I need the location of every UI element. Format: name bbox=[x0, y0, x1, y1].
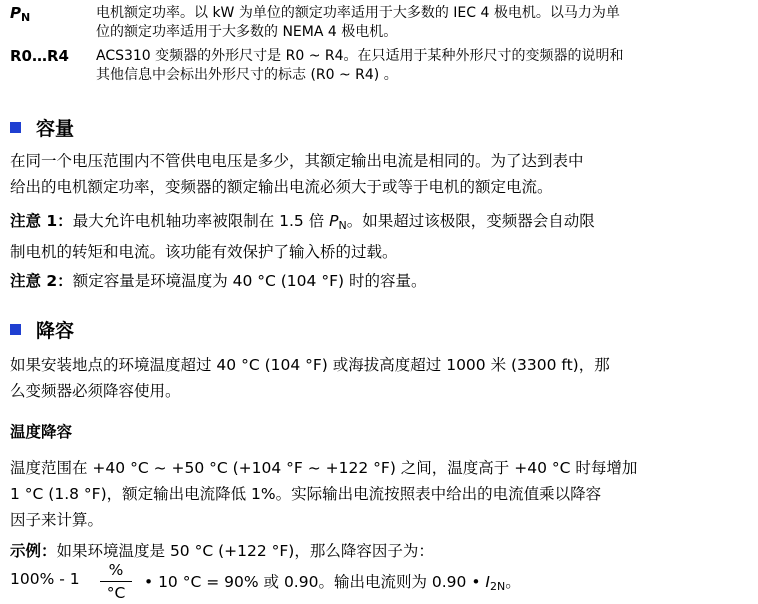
paragraph-line: 1 °C (1.8 °F)，额定输出电流降低 1%。实际输出电流按照表中给出的电流值乘以降容 bbox=[10, 485, 602, 503]
power-subscript: N bbox=[338, 219, 347, 232]
note-text: 额定容量是环境温度为 40 °C (104 °F) 时的容量。 bbox=[72, 272, 427, 290]
formula-prefix: 100% - 1 bbox=[10, 570, 80, 588]
capacity-paragraph bbox=[10, 148, 740, 200]
paragraph-line: 么变频器必须降容使用。 bbox=[10, 382, 181, 400]
paragraph-line: 因子来计算。 bbox=[10, 511, 104, 529]
section-heading-capacity bbox=[10, 114, 74, 141]
formula-rest bbox=[144, 570, 521, 593]
definition-term bbox=[10, 4, 30, 24]
power-symbol: P bbox=[329, 212, 339, 230]
square-bullet-icon bbox=[10, 324, 21, 335]
definition-description bbox=[96, 4, 744, 42]
paragraph-line: 制电机的转矩和电流。该功能有效保护了输入桥的过载。 bbox=[10, 243, 398, 261]
paragraph-line: 在同一个电压范围内不管供电电压是多少，其额定输出电流是相同的。为了达到表中 bbox=[10, 152, 584, 170]
current-subscript: 2N bbox=[489, 580, 506, 593]
section-title: 降容 bbox=[36, 320, 75, 342]
formula-middle: • 10 °C = 90% 或 0.90。输出电流则为 0.90 • bbox=[144, 573, 481, 591]
formula-fraction bbox=[100, 560, 132, 603]
term-subscript: N bbox=[21, 11, 31, 24]
paragraph-line bbox=[10, 208, 740, 239]
note-label: 注意 1： bbox=[10, 212, 73, 230]
paragraph-line: 给出的电机额定功率，变频器的额定输出电流必须大于或等于电机的额定电流。 bbox=[10, 178, 553, 196]
capacity-note-2 bbox=[10, 268, 740, 294]
fraction-numerator: % bbox=[108, 561, 124, 579]
definition-description bbox=[96, 47, 744, 85]
description-line: ACS310 变频器的外形尺寸是 R0 ~ R4。在只适用于某种外形尺寸的变频器的说明和 bbox=[96, 48, 624, 64]
section-heading-derating bbox=[10, 316, 74, 343]
description-line: 其他信息中会标出外形尺寸的标志 (R0 ~ R4) 。 bbox=[96, 67, 398, 83]
example-text: 如果环境温度是 50 °C (+122 °F)，那么降容因子为： bbox=[56, 542, 434, 560]
derating-paragraph bbox=[10, 352, 740, 404]
capacity-note-1 bbox=[10, 208, 740, 265]
formula-suffix: 。 bbox=[505, 573, 521, 591]
fraction-denominator: °C bbox=[106, 584, 126, 602]
temperature-derating-heading: 温度降容 bbox=[10, 423, 73, 441]
section-title: 容量 bbox=[36, 118, 75, 140]
note-text: 。如果超过该极限，变频器会自动限 bbox=[346, 212, 595, 230]
note-label: 注意 2： bbox=[10, 272, 73, 290]
square-bullet-icon bbox=[10, 122, 21, 133]
description-line: 位的额定功率适用于大多数的 NEMA 4 极电机。 bbox=[96, 24, 398, 40]
example-label: 示例： bbox=[10, 542, 57, 560]
definition-term: R0…R4 bbox=[10, 47, 69, 65]
term-symbol: P bbox=[10, 4, 21, 22]
paragraph-line: 如果安装地点的环境温度超过 40 °C (104 °F) 或海拔高度超过 1000 米 (3300 ft)，那 bbox=[10, 356, 610, 374]
current-symbol: I bbox=[485, 573, 490, 591]
fraction-bar bbox=[100, 581, 132, 582]
note-text: 最大允许电机轴功率被限制在 1.5 倍 bbox=[72, 212, 330, 230]
paragraph-line: 温度范围在 +40 °C ~ +50 °C (+104 °F ~ +122 °F) 之间，温度高于 +40 °C 时每增加 bbox=[10, 459, 638, 477]
temperature-derating-paragraph bbox=[10, 455, 740, 533]
description-line: 电机额定功率。以 kW 为单位的额定功率适用于大多数的 IEC 4 极电机。以马力为单 bbox=[96, 5, 620, 21]
